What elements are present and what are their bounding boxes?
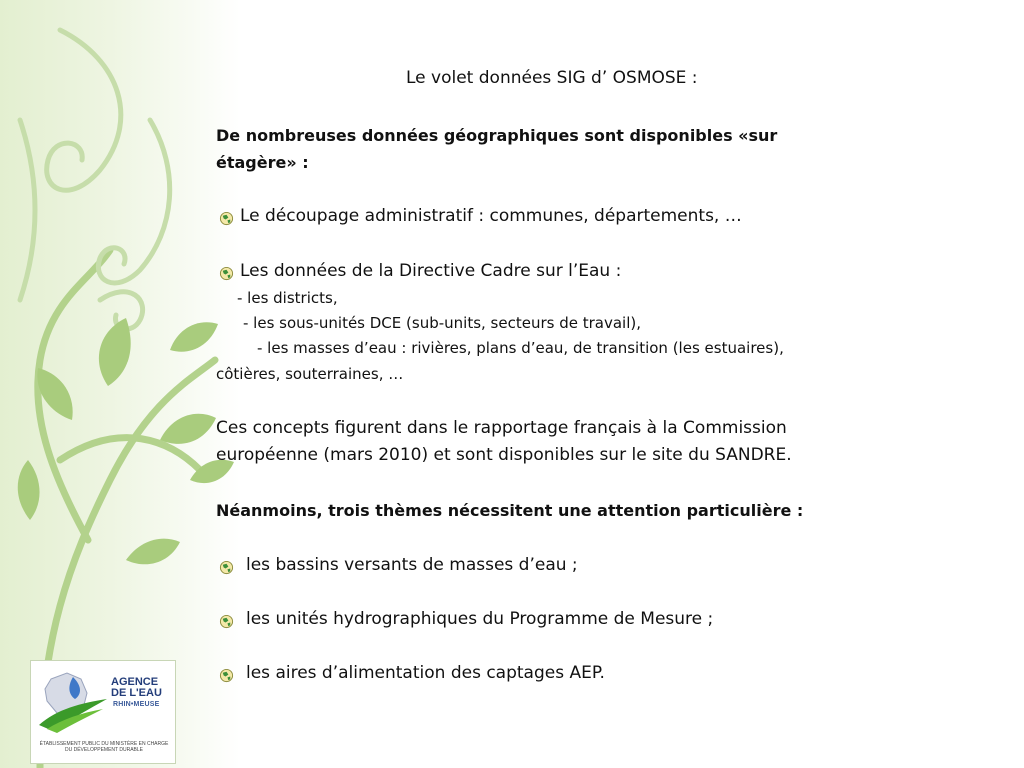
globe-icon	[219, 560, 234, 575]
globe-icon	[219, 614, 234, 629]
dce-sub-item-sub-units: - les sous-unités DCE (sub-units, secteurs de travail),	[243, 314, 641, 332]
logo-fine-print: ÉTABLISSEMENT PUBLIC DU MINISTÈRE EN CHARGE DU DÉVELOPPEMENT DURABLE	[39, 741, 169, 753]
themes-heading: Néanmoins, trois thèmes nécessitent une attention particulière :	[216, 501, 804, 520]
globe-icon	[219, 668, 234, 683]
concepts-line-1: Ces concepts figurent dans le rapportage français à la Commission	[216, 418, 787, 438]
intro-line-1: De nombreuses données géographiques sont disponibles «sur	[216, 126, 778, 145]
dce-sub-item-water-bodies-continued: côtières, souterraines, …	[216, 365, 404, 383]
slide-title: Le volet données SIG d’ OSMOSE :	[406, 68, 698, 88]
globe-icon	[219, 211, 234, 226]
dce-sub-item-water-bodies: - les masses d’eau : rivières, plans d’eau, de transition (les estuaires),	[257, 339, 784, 357]
bullet-item-administrative: Le découpage administratif : communes, départements, …	[240, 206, 742, 226]
theme-item-watersheds: les bassins versants de masses d’eau ;	[246, 555, 578, 575]
globe-icon	[219, 266, 234, 281]
logo-title-line1: AGENCE	[111, 676, 159, 688]
theme-item-catchment-areas: les aires d’alimentation des captages AEP.	[246, 663, 605, 683]
concepts-line-2: européenne (mars 2010) et sont disponibles sur le site du SANDRE.	[216, 445, 792, 465]
intro-line-2: étagère» :	[216, 153, 309, 172]
logo-title-line2: DE L'EAU	[111, 687, 162, 699]
theme-item-hydro-units: les unités hydrographiques du Programme de Mesure ;	[246, 609, 714, 629]
dce-sub-item-districts: - les districts,	[237, 289, 338, 307]
bullet-item-dce: Les données de la Directive Cadre sur l’Eau :	[240, 261, 622, 281]
logo-subtitle: RHIN•MEUSE	[113, 701, 160, 708]
